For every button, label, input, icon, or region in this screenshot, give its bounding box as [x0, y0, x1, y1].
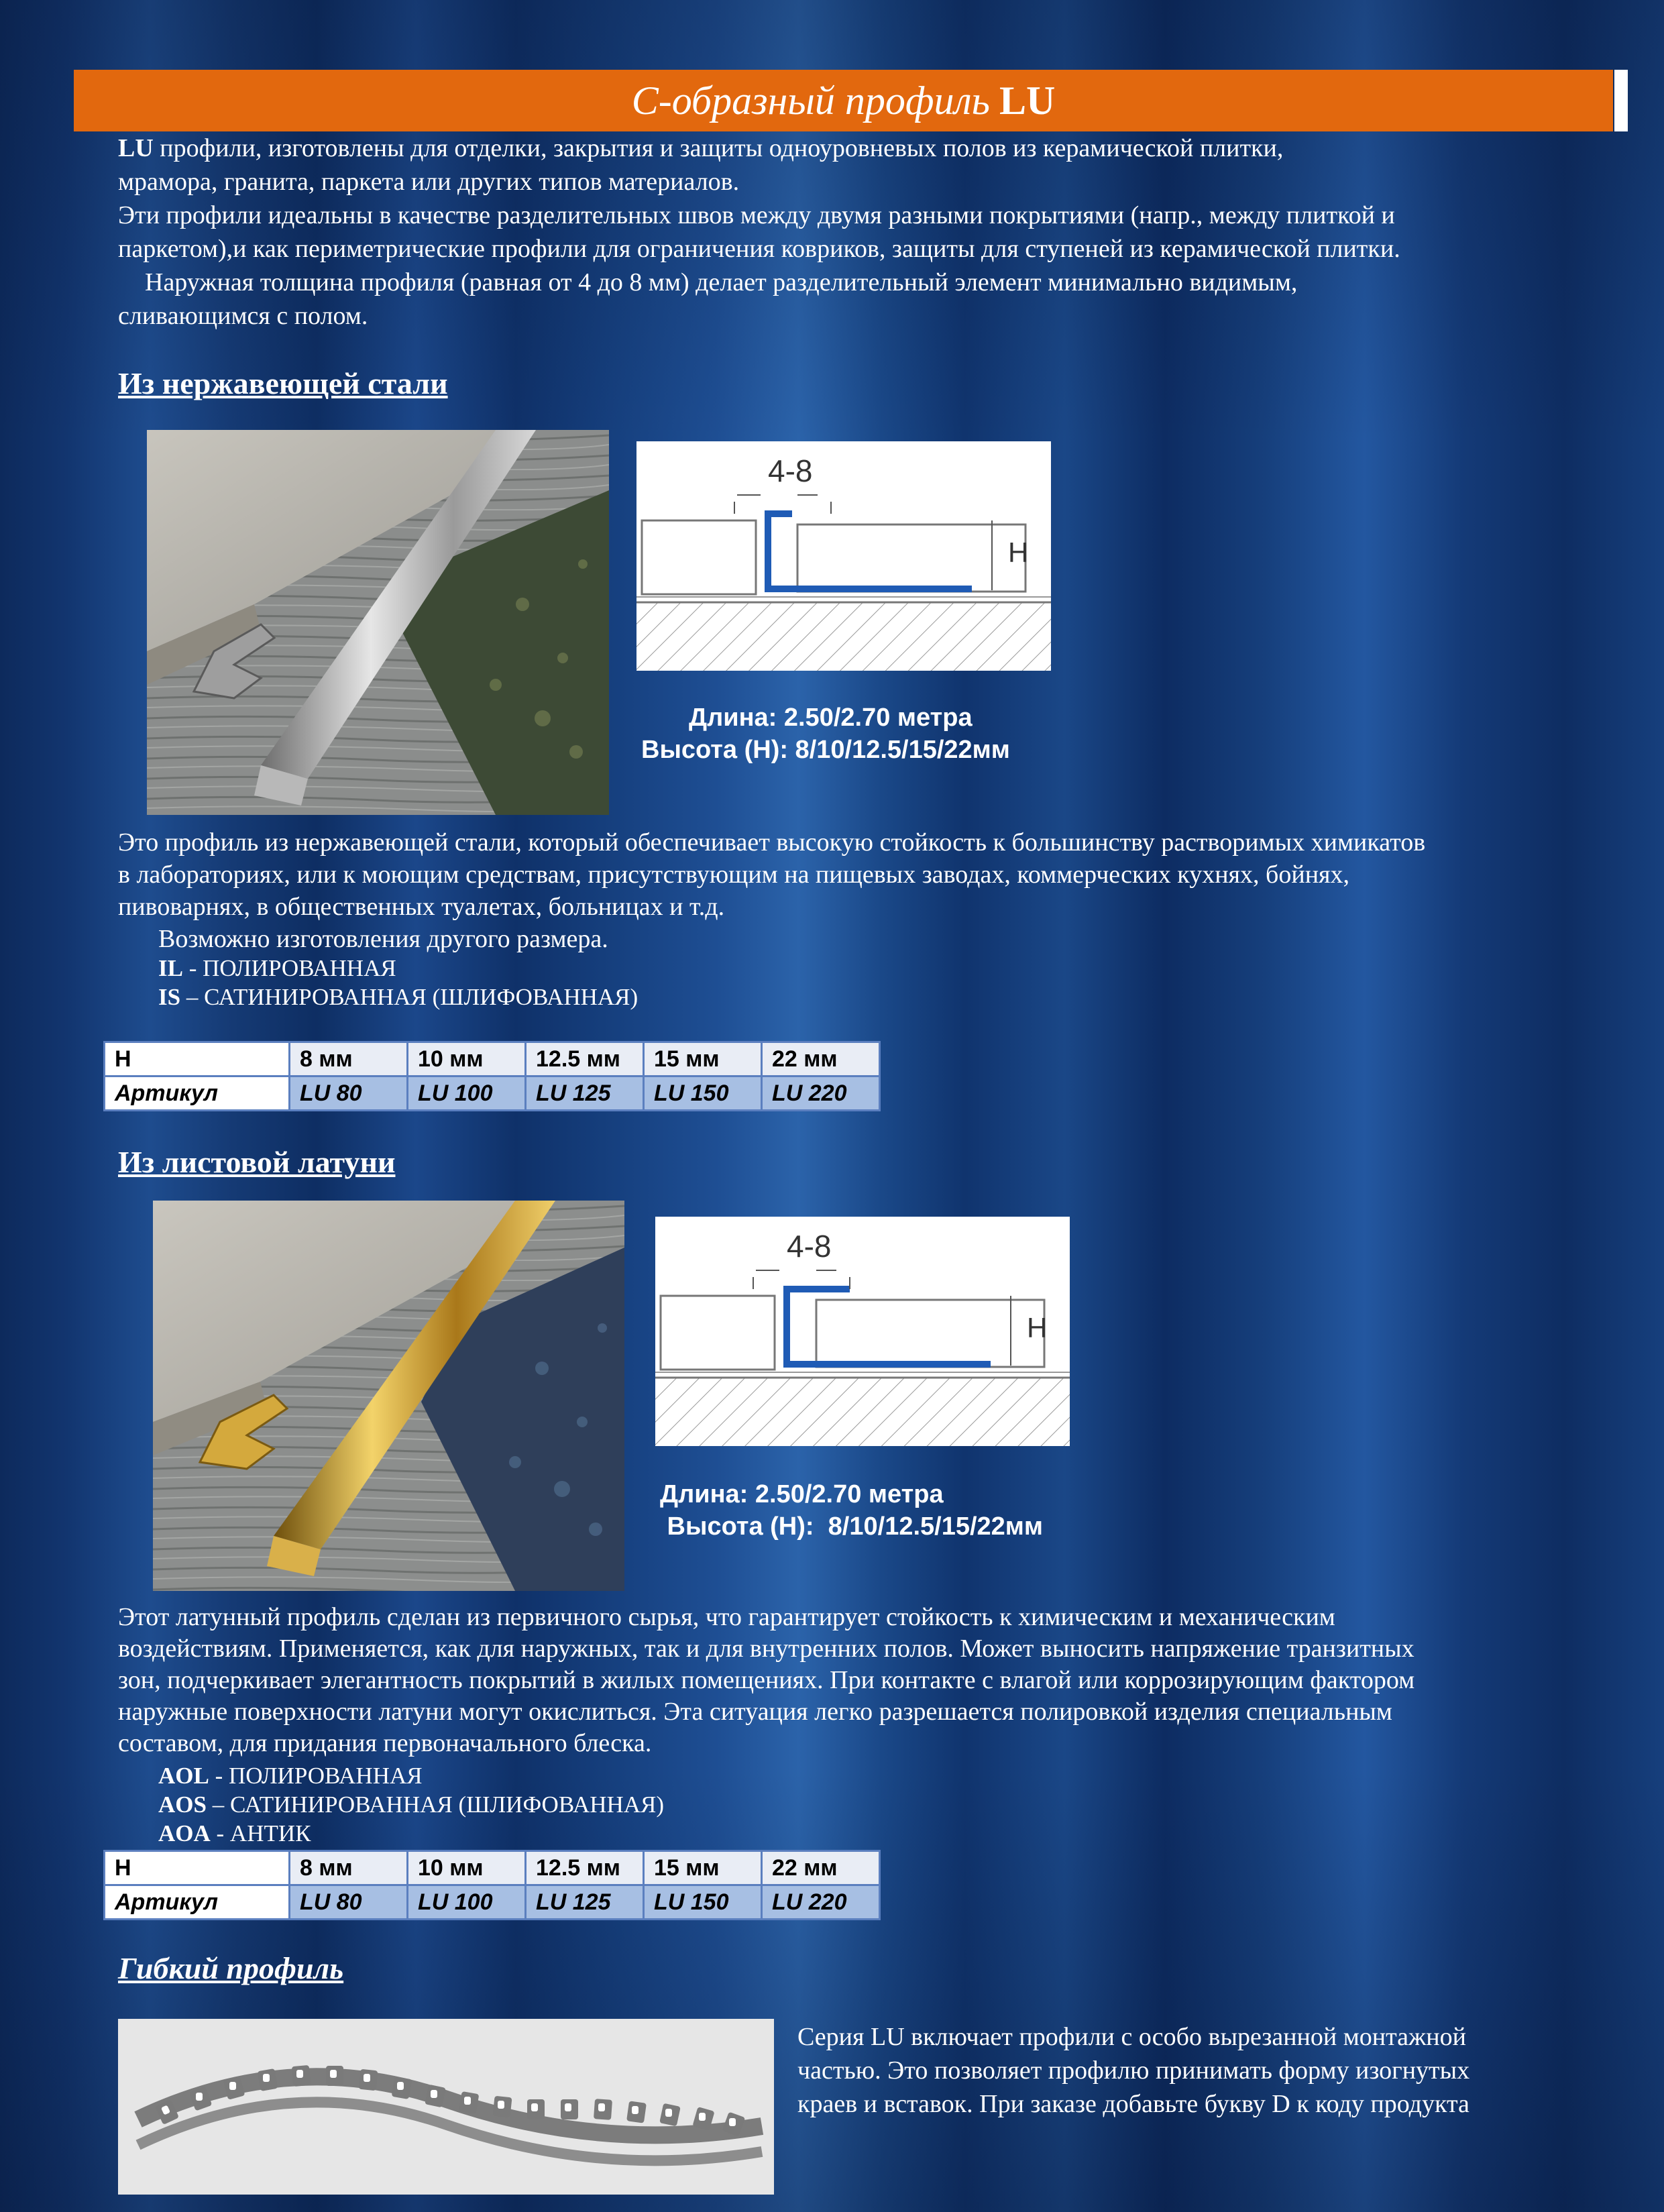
diagram-dim-label: 4-8	[787, 1229, 832, 1264]
steel-profile-diagram	[636, 441, 1051, 671]
table-cell: LU 220	[762, 1076, 880, 1111]
table-cell: 12.5 мм	[526, 1851, 644, 1885]
page-title-bold: LU	[999, 78, 1056, 123]
steel-length-spec: Длина: 2.50/2.70 метра	[689, 704, 973, 732]
section-heading-steel: Из нержавеющей стали	[118, 366, 448, 400]
finish-item: AOS – САТИНИРОВАННАЯ (ШЛИФОВАННАЯ)	[158, 1791, 665, 1818]
intro-line: мрамора, гранита, паркета или других типов материалов.	[118, 168, 740, 196]
brass-description	[118, 1602, 1641, 1759]
flex-desc-line: частью. Это позволяет профилю принимать форму изогнутых	[797, 2056, 1470, 2085]
table-cell: LU 100	[408, 1885, 526, 1920]
brass-desc-line: Этот латунный профиль сделан из первичного сырья, что гарантирует стойкость к химическим и механическим	[118, 1603, 1335, 1631]
flex-profile-image	[118, 2019, 774, 2195]
table-row	[105, 1885, 880, 1920]
brass-profile-diagram	[655, 1217, 1070, 1446]
table-cell: 10 мм	[408, 1851, 526, 1885]
intro-line: Наружная толщина профиля (равная от 4 до 8 мм) делает разделительный элемент минимально видимым,	[145, 268, 1298, 296]
brass-finish-list	[158, 1761, 664, 1848]
brass-desc-line: воздействиям. Применяется, как для наружных, так и для внутренних полов. Может выносить напряжение транзитных	[118, 1635, 1415, 1663]
brass-profile-photo	[153, 1201, 624, 1591]
brass-size-table	[103, 1850, 881, 1920]
table-cell: LU 80	[290, 1885, 408, 1920]
diagram-height-label: H	[1008, 537, 1029, 568]
brass-length-spec: Длина: 2.50/2.70 метра	[660, 1480, 944, 1508]
steel-desc-line: Это профиль из нержавеющей стали, который обеспечивает высокую стойкость к большинству растворимых химикатов	[118, 828, 1426, 856]
intro-line: паркетом),и как периметрические профили для ограничения ковриков, защиты для ступеней из керамической плитки.	[118, 235, 1400, 263]
intro-lead: LU	[118, 134, 154, 162]
steel-size-table	[103, 1041, 881, 1111]
table-cell: LU 100	[408, 1076, 526, 1111]
page-title-italic: С-образный профиль	[631, 78, 990, 123]
intro-line: Эти профили идеальны в качестве разделительных швов между двумя разными покрытиями (напр., между плиткой и	[118, 201, 1395, 229]
page-title-bar	[74, 70, 1613, 131]
steel-desc-line: Возможно изготовления другого размера.	[158, 925, 608, 953]
table-cell: 22 мм	[762, 1851, 880, 1885]
steel-desc-line: пивоварнях, в общественных туалетах, больницах и т.д.	[118, 893, 725, 921]
finish-item: IS – САТИНИРОВАННАЯ (ШЛИФОВАННАЯ)	[158, 984, 639, 1010]
table-row	[105, 1851, 880, 1885]
diagram-height-label: H	[1027, 1312, 1048, 1343]
brass-height-spec: Высота (H): 8/10/12.5/15/22мм	[660, 1512, 1044, 1541]
section-heading-flex: Гибкий профиль	[118, 1951, 344, 1985]
table-cell: 8 мм	[290, 1851, 408, 1885]
intro-text	[118, 131, 1627, 333]
flex-desc-line: Серия LU включает профили с особо вырезанной монтажной	[797, 2023, 1466, 2051]
table-cell: LU 150	[644, 1885, 762, 1920]
diagram-dim-label: 4-8	[768, 453, 813, 488]
steel-profile-photo	[147, 430, 609, 815]
table-cell: LU 125	[526, 1885, 644, 1920]
steel-finish-list	[158, 954, 638, 1011]
finish-item: AOL - ПОЛИРОВАННАЯ	[158, 1763, 423, 1789]
table-cell: 15 мм	[644, 1851, 762, 1885]
flex-description	[797, 2020, 1602, 2121]
brass-desc-line: составом, для придания первоначального блеска.	[118, 1729, 652, 1757]
table-cell: 12.5 мм	[526, 1042, 644, 1076]
finish-item: AOA - АНТИК	[158, 1820, 311, 1846]
table-cell: 8 мм	[290, 1042, 408, 1076]
brass-desc-line: зон, подчеркивает элегантность покрытий в жилых помещениях. При контакте с влагой или коррозирующим фактором	[118, 1666, 1415, 1694]
table-cell: Артикул	[105, 1076, 290, 1111]
table-cell: 22 мм	[762, 1042, 880, 1076]
table-cell: 15 мм	[644, 1042, 762, 1076]
table-cell: LU 150	[644, 1076, 762, 1111]
table-cell: LU 125	[526, 1076, 644, 1111]
finish-item: IL - ПОЛИРОВАННАЯ	[158, 955, 396, 981]
header-tab-accent	[1614, 70, 1628, 131]
intro-line: профили, изготовлены для отделки, закрытия и защиты одноуровневых полов из керамической плитки,	[153, 134, 1284, 162]
section-heading-brass: Из листовой латуни	[118, 1145, 396, 1179]
table-row	[105, 1076, 880, 1111]
intro-line: сливающимся с полом.	[118, 302, 368, 330]
steel-height-spec: Высота (H): 8/10/12.5/15/22мм	[641, 736, 1010, 764]
steel-desc-line: в лабораториях, или к моющим средствам, присутствующим на пищевых заводах, коммерческих кухнях, бойнях,	[118, 861, 1350, 889]
brass-desc-line: наружные поверхности латуни могут окислиться. Эта ситуация легко разрешается полировкой изделия специальным	[118, 1698, 1392, 1726]
table-cell: LU 220	[762, 1885, 880, 1920]
table-cell: Артикул	[105, 1885, 290, 1920]
flex-desc-line: краев и вставок. При заказе добавьте букву D к коду продукта	[797, 2090, 1469, 2118]
table-row	[105, 1042, 880, 1076]
table-cell: 10 мм	[408, 1042, 526, 1076]
table-cell: LU 80	[290, 1076, 408, 1111]
table-cell: H	[105, 1851, 290, 1885]
steel-description	[118, 826, 1627, 955]
table-cell: H	[105, 1042, 290, 1076]
